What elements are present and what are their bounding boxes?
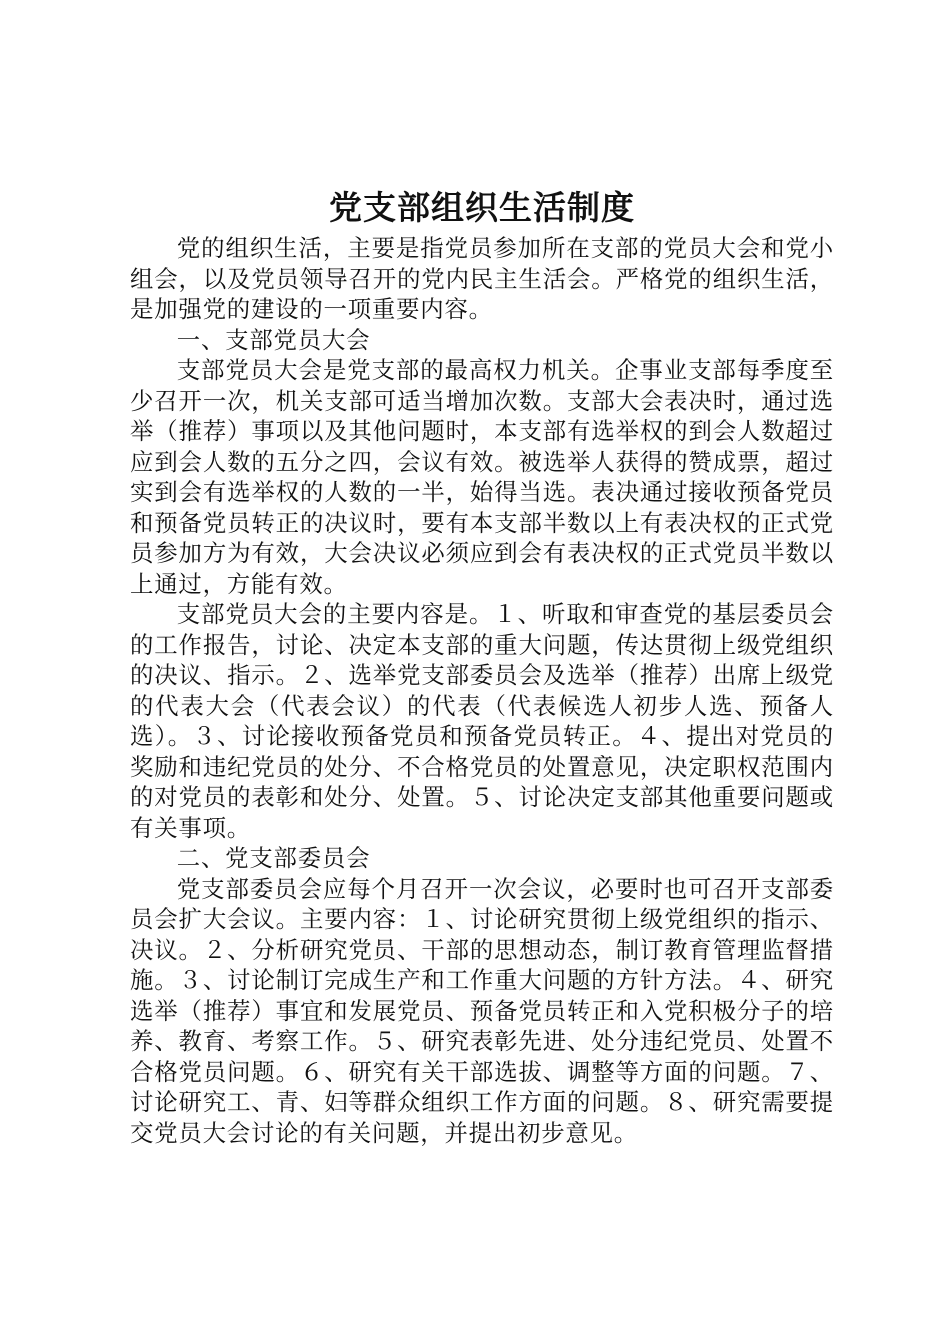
section1-paragraph-2: 支部党员大会的主要内容是。１、听取和审查党的基层委员会的工作报告，讨论、决定本支部的重大问题，传达贯彻上级党组织的决议、指示。２、选举党支部委员会及选举（推荐）出席上级党的代表大会（代表会议）的代表（代表候选人初步人选、预备人选）。３、讨论接收预备党员和预备党员转正。４、提出对党员的奖励和违纪党员的处分、不合格党员的处置意见，决定职权范围内的对党员的表彰和处分、处置。５、讨论决定支部其他重要问题或有关事项。 xyxy=(130,600,834,842)
document-title: 党支部组织生活制度 xyxy=(329,188,635,227)
intro-paragraph: 党的组织生活，主要是指党员参加所在支部的党员大会和党小组会，以及党员领导召开的党内民主生活会。严格党的组织生活，是加强党的建设的一项重要内容。 xyxy=(130,234,834,323)
document-page xyxy=(130,183,834,1148)
section-heading-branch-committee: 二、党支部委员会 xyxy=(176,844,371,872)
section2-paragraph-1: 党支部委员会应每个月召开一次会议，必要时也可召开支部委员会扩大会议。主要内容：１、讨论研究贯彻上级党组织的指示、决议。２、分析研究党员、干部的思想动态，制订教育管理监督措施。３、讨论制订完成生产和工作重大问题的方针方法。４、研究选举（推荐）事宜和发展党员、预备党员转正和入党积极分子的培养、教育、考察工作。５、研究表彰先进、处分违纪党员、处置不合格党员问题。６、研究有关干部选拔、调整等方面的问题。７、讨论研究工、青、妇等群众组织工作方面的问题。８、研究需要提交党员大会讨论的有关问题，并提出初步意见。 xyxy=(130,874,834,1147)
section1-paragraph-1: 支部党员大会是党支部的最高权力机关。企事业支部每季度至少召开一次，机关支部可适当增加次数。支部大会表决时，通过选举（推荐）事项以及其他问题时，本支部有选举权的到会人数超过应到会人数的五分之四，会议有效。被选举人获得的赞成票，超过实到会有选举权的人数的一半，始得当选。表决通过接收预备党员和预备党员转正的决议时，要有本支部半数以上有表决权的正式党员参加方为有效，大会决议必须应到会有表决权的正式党员半数以上通过，方能有效。 xyxy=(130,356,834,598)
section-heading-party-member-meeting: 一、支部党员大会 xyxy=(176,325,371,354)
